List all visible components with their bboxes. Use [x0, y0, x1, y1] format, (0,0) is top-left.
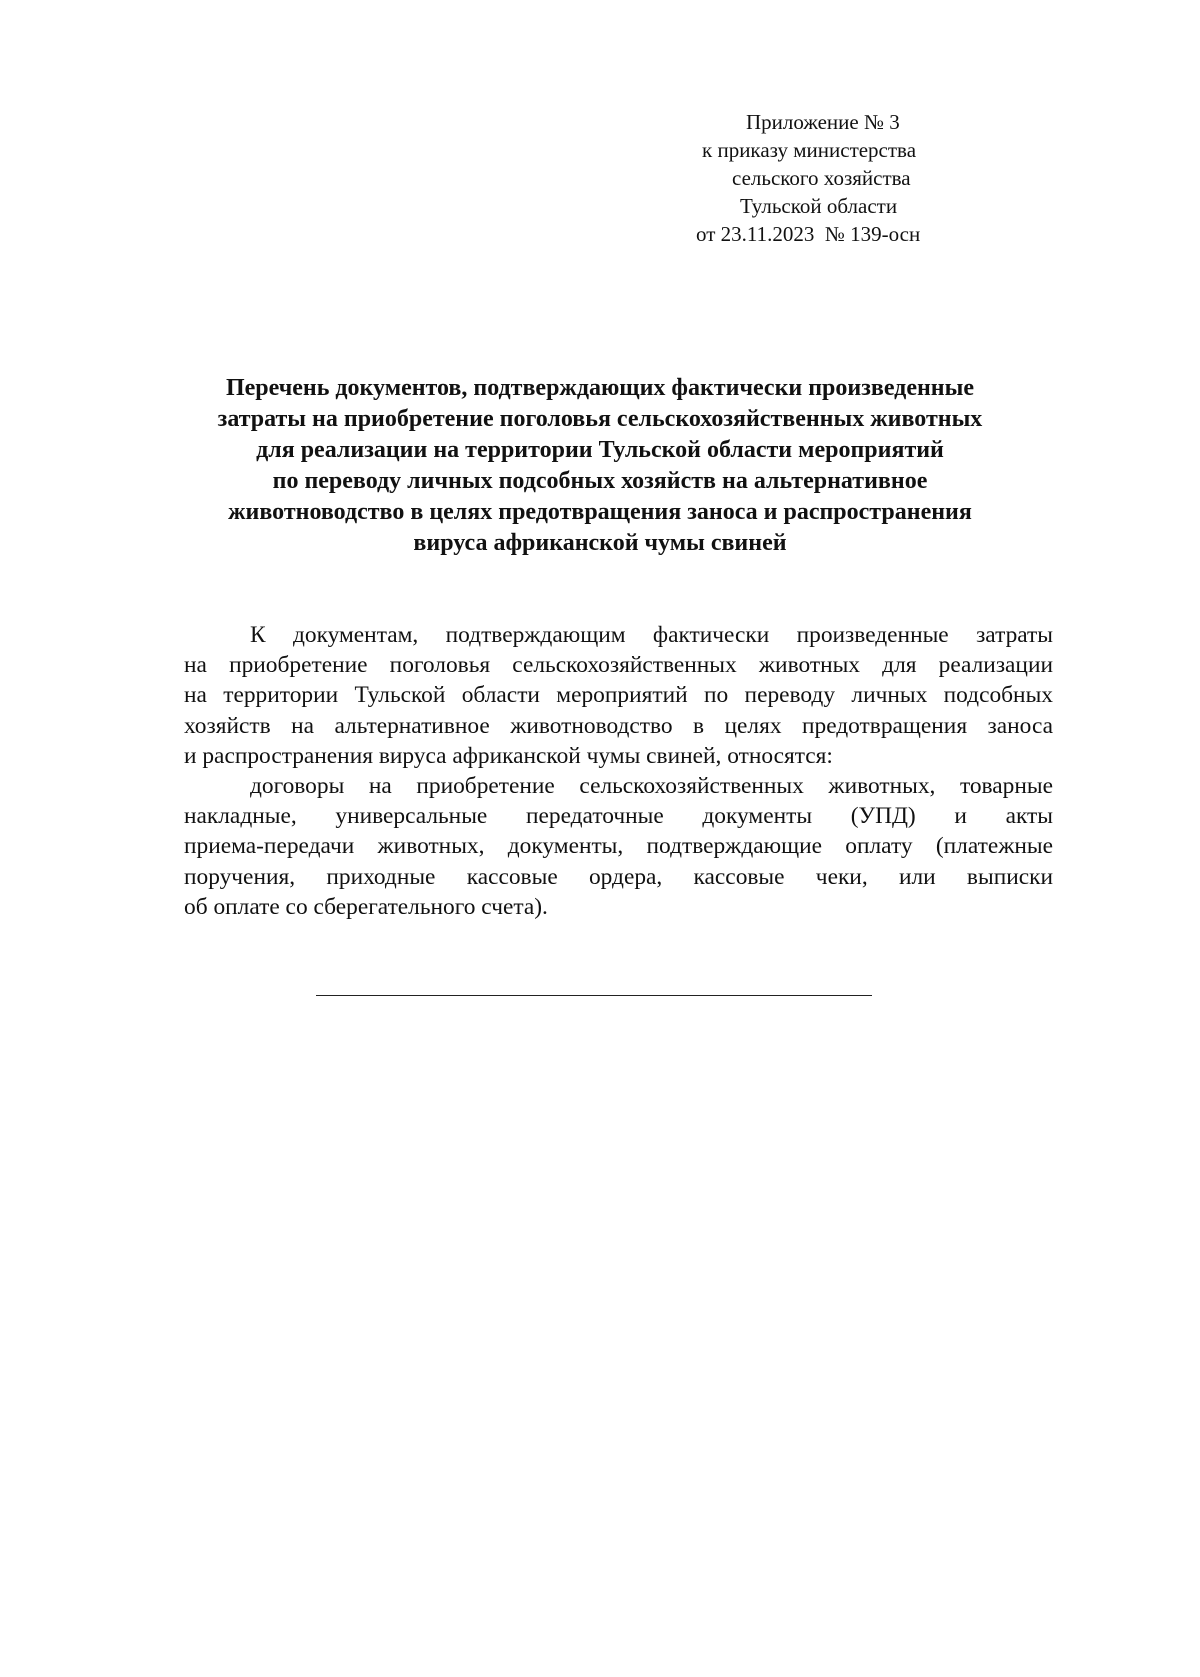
paragraph-1 — [184, 620, 1053, 771]
body-line: хозяйств на альтернативное животноводство в целях предотвращения заноса — [184, 712, 1053, 739]
body-line: на приобретение поголовья сельскохозяйственных животных для реализации — [184, 652, 1053, 679]
appendix-date-number: от 23.11.2023 № 139-осн — [696, 222, 921, 246]
body-line: приема-передачи животных, документы, подтверждающие оплату (платежные — [184, 833, 1053, 860]
body-line: К документам, подтверждающим фактически произведенные затраты — [250, 622, 1053, 648]
title-line: вируса африканской чумы свиней — [413, 530, 787, 556]
document-body — [184, 620, 1053, 922]
appendix-ministry: сельского хозяйства — [732, 166, 911, 190]
document-title — [150, 373, 1050, 559]
appendix-order-ref: к приказу министерства — [702, 138, 917, 162]
title-line: для реализации на территории Тульской области мероприятий — [256, 437, 944, 463]
appendix-region: Тульской области — [740, 194, 898, 218]
appendix-header — [640, 108, 1000, 248]
body-line: на территории Тульской области мероприятий по переводу личных подсобных — [184, 682, 1053, 709]
body-line: накладные, универсальные передаточные документы (УПД) и акты — [184, 803, 1053, 830]
title-line: затраты на приобретение поголовья сельскохозяйственных животных — [217, 406, 983, 432]
appendix-number: Приложение № 3 — [746, 110, 900, 134]
body-line: об оплате со сберегательного счета). — [184, 893, 548, 920]
body-line: поручения, приходные кассовые ордера, кассовые чеки, или выписки — [184, 863, 1053, 890]
title-line: по переводу личных подсобных хозяйств на альтернативное — [272, 468, 928, 494]
title-line: животноводство в целях предотвращения заноса и распространения — [228, 499, 972, 525]
title-line: Перечень документов, подтверждающих фактически произведенные — [225, 375, 975, 401]
paragraph-2 — [184, 771, 1053, 922]
closing-rule — [316, 995, 872, 996]
body-line: договоры на приобретение сельскохозяйственных животных, товарные — [250, 773, 1053, 800]
body-line: и распространения вируса африканской чумы свиней, относятся: — [184, 742, 833, 769]
